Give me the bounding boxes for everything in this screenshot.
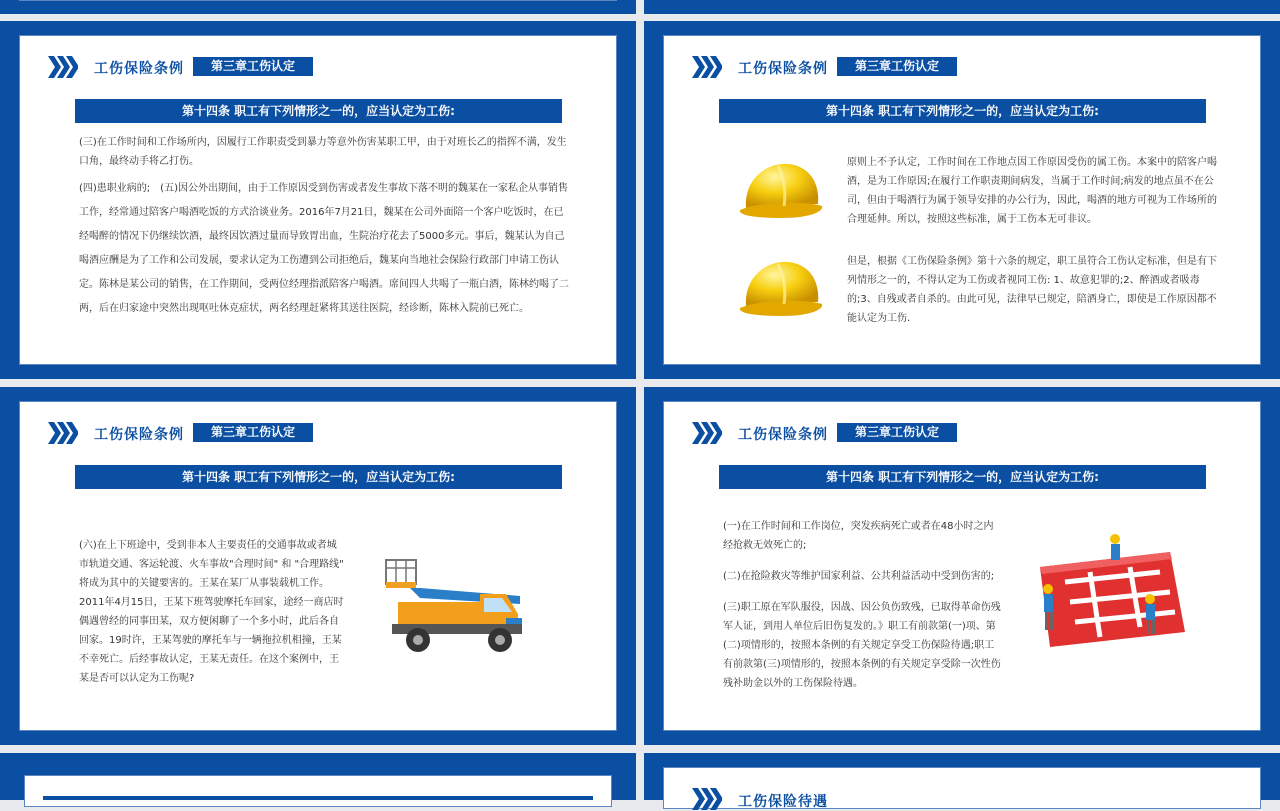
slide-content — [24, 775, 612, 807]
slide-title: 工伤保险条例 — [94, 61, 184, 77]
article-banner: 第十四条 职工有下列情形之一的，应当认定为工伤: — [719, 465, 1206, 489]
slide-content — [663, 767, 1261, 809]
article-banner: 第十四条 职工有下列情形之一的，应当认定为工伤: — [75, 465, 562, 489]
paragraph: (一)在工作时间和工作岗位，突发疾病死亡或者在48小时之内经抢救无效死亡的; — [723, 521, 994, 551]
article-banner: 第十四条 职工有下列情形之一的，应当认定为工伤: — [719, 99, 1206, 123]
slide-3[interactable] — [0, 387, 636, 745]
chevron-icon — [692, 422, 722, 444]
paragraph: 原则上不予认定，工作时间在工作地点因工作原因受伤的属工伤。本案中的陪客户喝酒，是为工作原因;在履行工作职责期间病发，当属于工作时间;病发的地点虽不在公司，但由于喝酒行为属于领导安排的办公行为，因此，喝酒的地方可视为工作场所的合理延伸。所以，按照这些标准，属于工伤本无可非议。 — [847, 157, 1217, 225]
paragraph: (三)在工作时间和工作场所内，因履行工作职责受到暴力等意外伤害某职工甲，由于对班长乙的指挥不满，发生口角，最终动手将乙打伤。 — [79, 137, 567, 167]
slide-title: 工伤保险条例 — [94, 427, 184, 443]
slide-6-partial[interactable] — [644, 753, 1280, 810]
divider — [43, 796, 593, 800]
body-text — [79, 536, 345, 694]
chevron-icon — [48, 422, 78, 444]
lift-truck-icon — [380, 552, 545, 662]
slide-content — [19, 35, 617, 365]
paragraph: 但是，根据《工伤保险条例》第十六条的规定，职工虽符合工伤认定标准，但是有下列情形之一的，不得认定为工伤或者视同工伤: 1、故意犯罪的;2、醉酒或者吸毒的;3、自残或者自杀的。由此可见，法律早已规定，陪酒身亡，即使是工作原因都不能认定为工伤. — [847, 256, 1217, 324]
slide-content — [663, 401, 1261, 731]
chevron-icon — [692, 788, 722, 810]
paragraph: (三)职工原在军队服役，因战、因公负伤致残，已取得革命伤残军人证，到用人单位后旧伤复发的。》职工有前款第(一)项、第(二)项情形的，按照本条例的有关规定享受工伤保险待遇;职工有前款第(三)项情形的，按照本条例的有关规定享受除一次性伤残补助金以外的工伤保险待遇。 — [723, 602, 1001, 689]
slide-2[interactable] — [644, 21, 1280, 379]
slide-title: 工伤保险待遇 — [738, 794, 828, 810]
worker-figure — [1110, 534, 1120, 560]
chapter-badge: 第三章工伤认定 — [193, 57, 313, 76]
workers-maze-illustration — [1020, 527, 1190, 657]
slide-5-partial[interactable] — [0, 753, 636, 800]
body-text — [847, 252, 1222, 334]
chevron-icon — [48, 56, 78, 78]
slide-4[interactable] — [644, 387, 1280, 745]
slide-title: 工伤保险条例 — [738, 61, 828, 77]
body-text — [847, 153, 1222, 235]
chevron-icon — [692, 56, 722, 78]
slide-content — [663, 35, 1261, 365]
chapter-badge: 第三章工伤认定 — [193, 423, 313, 442]
worker-figure — [1043, 584, 1053, 630]
paragraph: (六)在上下班途中，受到非本人主要责任的交通事故或者城市轨道交通、客运轮渡、火车事故"合理时间" 和 "合理路线" 将成为其中的关键要害的。王某在某厂从事装载机工作。2011年4月15日，王某下班驾驶摩托车回家，途经一商店时偶遇曾经的同事田某，双方便闲聊了一个多小时，此后各自回家。19时许，王某驾驶的摩托车与一辆拖拉机相撞，王某不幸死亡。后经事故认定，王某无责任。在这个案例中，王某是否可以认定为工伤呢? — [79, 540, 344, 684]
chapter-badge: 第三章工伤认定 — [837, 57, 957, 76]
body-text — [723, 517, 1003, 699]
hard-hat-icon — [738, 156, 828, 228]
body-text — [79, 133, 569, 327]
paragraph: (四)患职业病的; (五)因公外出期间，由于工作原因受到伤害或者发生事故下落不明的魏某在一家私企从事销售工作，经常通过陪客户喝酒吃饭的方式洽谈业务。2016年7月21日，魏某在公司外面陪一个客户吃饭时，在已经喝醉的情况下仍继续饮酒，最终因饮酒过量而导致胃出血，生院治疗花去了5000多元。事后，魏某认为自己喝酒应酬是为了工作和公司发展，要求认定为工伤遭到公司拒绝后，魏某向当地社会保险行政部门申请工伤认定。陈林是某公司的销售，在工作期间，受两位经理指派陪客户喝酒。席间四人共喝了一瓶白酒，陈林约喝了二两，后在归家途中突然出现呕吐休克症状，两名经理赶紧将其送往医院，经诊断，陈林入院前已死亡。 — [79, 183, 569, 314]
slide-content — [19, 401, 617, 731]
slide-top-left-partial — [0, 0, 636, 14]
chapter-badge: 第三章工伤认定 — [837, 423, 957, 442]
hard-hat-icon — [738, 254, 828, 326]
slide-1[interactable] — [0, 21, 636, 379]
article-banner: 第十四条 职工有下列情形之一的，应当认定为工伤: — [75, 99, 562, 123]
paragraph: (二)在抢险救灾等维护国家利益、公共利益活动中受到伤害的; — [723, 571, 995, 582]
slide-title: 工伤保险条例 — [738, 427, 828, 443]
slide-top-right-partial — [644, 0, 1280, 14]
